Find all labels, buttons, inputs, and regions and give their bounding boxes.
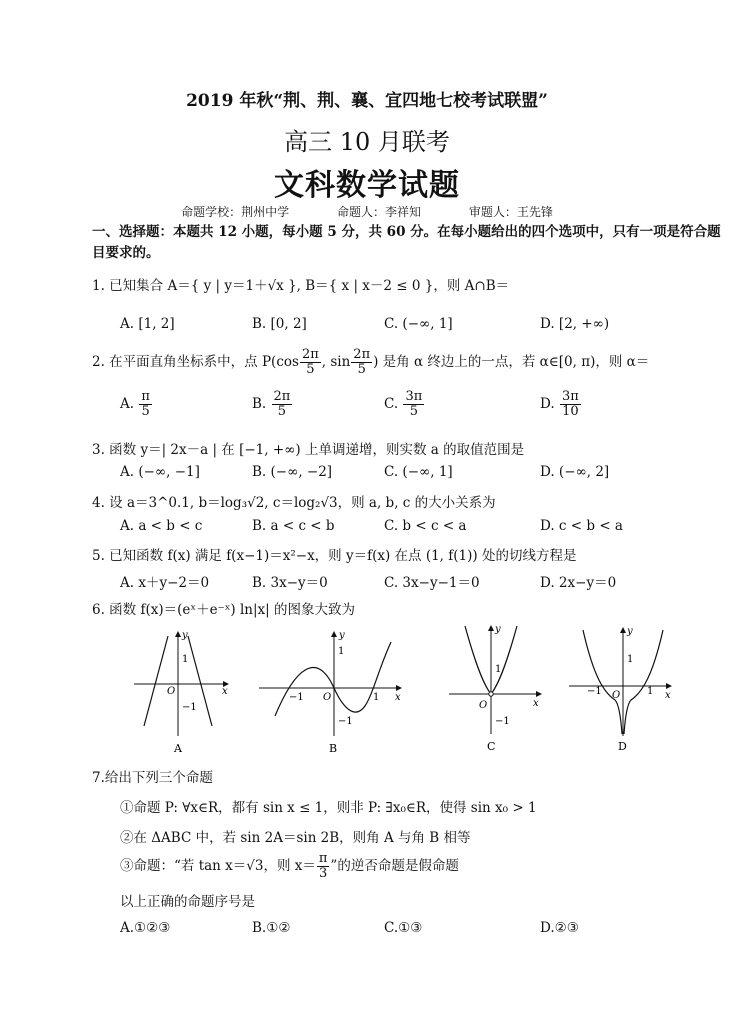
curve-left xyxy=(583,630,622,734)
q1-stem: 1. 已知集合 A＝{ y | y＝1＋√x }, B＝{ x | x－2 ≤ 0 }，则 A∩B＝ xyxy=(92,278,510,294)
q2-stem-part-b: , sin xyxy=(321,354,351,370)
q7-p3-part-a: ③命题：“若 tan x＝√3，则 x＝ xyxy=(120,858,316,874)
q5-option-c: C. 3x−y−1＝0 xyxy=(384,575,480,591)
q5-stem: 5. 已知函数 f(x) 满足 f(x−1)＝x²−x，则 y＝f(x) 在点 (1, f(1)) 处的切线方程是 xyxy=(92,548,577,564)
curve xyxy=(275,642,391,716)
q2-frac1-den: 5 xyxy=(306,362,315,377)
q2-frac2-den: 5 xyxy=(357,362,366,377)
tick-label-1: 1 xyxy=(495,664,502,675)
q7-proposition-3 xyxy=(120,852,459,881)
q2-option-a-label: A. xyxy=(120,396,135,412)
open-point xyxy=(489,692,493,696)
origin-label: O xyxy=(167,686,176,697)
q7-p3-den: 3 xyxy=(319,866,328,881)
q2-d-num: 3π xyxy=(561,389,579,404)
exam-session: 高三 10 月联考 xyxy=(284,128,450,156)
q2-option-c-label: C. xyxy=(384,396,399,412)
tick-label-neg1: −1 xyxy=(495,716,510,727)
q6-graph-d xyxy=(565,624,675,756)
x-axis-label: x xyxy=(395,692,401,703)
q7-option-a: A.①②③ xyxy=(120,920,171,936)
q6-graph-c xyxy=(445,622,545,756)
graph-label-d: D xyxy=(618,740,627,753)
q2-option-b-frac xyxy=(272,390,293,419)
tick-label-yneg1: −1 xyxy=(338,716,353,727)
q7-p3-fraction xyxy=(317,852,330,881)
q5-option-d: D. 2x−y＝0 xyxy=(540,575,617,591)
q4-option-a: A. a < b < c xyxy=(120,518,203,534)
q3-option-c: C. (−∞, 1] xyxy=(384,464,453,480)
q4-option-c: C. b < c < a xyxy=(384,518,467,534)
q3-stem: 3. 函数 y＝| 2x－a | 在 [−1, +∞) 上单调递增，则实数 a 的取值范围是 xyxy=(92,442,525,458)
q7-option-b: B.①② xyxy=(252,920,291,936)
q1-option-d: D. [2, +∞) xyxy=(540,316,610,332)
q7-stem: 7.给出下列三个命题 xyxy=(92,770,213,786)
q2-option-b-label: B. xyxy=(252,396,267,412)
q2-a-num: π xyxy=(141,389,150,404)
page-title: 文科数学试题 xyxy=(274,168,460,203)
q5-option-b: B. 3x−y＝0 xyxy=(252,575,328,591)
origin-label: O xyxy=(323,692,332,703)
q2-option-b xyxy=(252,390,293,419)
q2-b-num: 2π xyxy=(273,389,291,404)
q4-stem: 4. 设 a＝3^0.1, b＝log₃√2, c＝log₂√3，则 a, b, c 的大小关系为 xyxy=(92,495,496,511)
q4-option-d: D. c < b < a xyxy=(540,518,623,534)
q2-stem-part-c: ) 是角 α 终边上的一点，若 α∈[0, π)，则 α＝ xyxy=(373,354,650,370)
q7-p3-part-b: ”的逆否命题是假命题 xyxy=(330,858,459,874)
tick-label-1: 1 xyxy=(182,654,189,665)
y-axis-label: y xyxy=(339,630,345,641)
setter-name: 命题人：李祥知 xyxy=(336,205,421,219)
setter-school: 命题学校：荆州中学 xyxy=(181,205,290,219)
q1-option-c: C. (−∞, 1] xyxy=(384,316,453,332)
q3-option-b: B. (−∞, −2] xyxy=(252,464,333,480)
exam-meta xyxy=(0,203,734,220)
q2-b-den: 5 xyxy=(277,404,287,419)
q2-option-c-frac xyxy=(403,390,424,419)
q7-ask: 以上正确的命题序号是 xyxy=(120,894,255,910)
q6-graph-a xyxy=(130,628,230,756)
q2-stem-part-a: 2. 在平面直角坐标系中，点 P(cos xyxy=(92,354,299,370)
q5-option-a: A. x＋y−2＝0 xyxy=(120,575,210,591)
tick-label-y1: 1 xyxy=(338,646,345,657)
q2-c-num: 3π xyxy=(405,389,423,404)
q2-frac2-num: 2π xyxy=(353,347,371,362)
q7-p3-num: π xyxy=(318,851,328,866)
q4-option-b: B. a < c < b xyxy=(252,518,335,534)
q2-fraction-1 xyxy=(300,348,321,377)
q7-proposition-1: ①命题 P: ∀x∈R，都有 sin x ≤ 1，则非 P: ∃x₀∈R，使得 sin x₀ > 1 xyxy=(120,800,537,816)
exam-alliance-title: 2019 年秋“荆、荆、襄、宜四地七校考试联盟” xyxy=(186,91,548,111)
graph-label-c: C xyxy=(487,740,496,753)
q3-option-a: A. (−∞, −1] xyxy=(120,464,200,480)
origin-label: O xyxy=(612,690,621,701)
reviewer-name: 审题人：王先锋 xyxy=(468,205,553,219)
q2-option-d xyxy=(540,390,582,419)
x-axis-label: x xyxy=(665,690,671,701)
q7-option-d: D.②③ xyxy=(540,920,579,936)
q1-option-a: A. [1, 2] xyxy=(120,316,175,332)
y-axis-label: y xyxy=(182,630,188,641)
tick-label-neg1: −1 xyxy=(587,686,602,697)
graph-label-b: B xyxy=(329,742,338,755)
q2-d-den: 10 xyxy=(562,404,579,419)
section-instructions: 一、选择题：本题共 12 小题，每小题 5 分，共 60 分。在每小题给出的四个选项中，只有一项是符合题目要求的。 xyxy=(92,224,721,261)
q2-c-den: 5 xyxy=(409,404,418,419)
q2-option-a xyxy=(120,390,153,419)
q2-fraction-2 xyxy=(351,348,372,377)
tick-label-1: 1 xyxy=(647,686,654,697)
q1-option-b: B. [0, 2] xyxy=(252,316,307,332)
q7-proposition-2: ②在 ΔABC 中，若 sin 2A＝sin 2B，则角 A 与角 B 相等 xyxy=(120,830,471,846)
origin-label: O xyxy=(479,700,488,711)
q2-option-c xyxy=(384,390,425,419)
q7-option-c: C.①③ xyxy=(384,920,423,936)
y-axis-label: y xyxy=(495,624,501,635)
q2-option-d-label: D. xyxy=(540,396,555,412)
curve-left xyxy=(144,636,168,726)
x-axis-label: x xyxy=(533,698,539,709)
q2-option-d-frac xyxy=(560,390,581,419)
q2-frac1-num: 2π xyxy=(301,347,319,362)
tick-label-y1: 1 xyxy=(627,654,634,665)
y-axis-label: y xyxy=(627,626,633,637)
tick-label-1: 1 xyxy=(373,692,380,703)
curve-right xyxy=(624,630,663,734)
q6-graph-b xyxy=(255,628,405,756)
q6-stem: 6. 函数 f(x)＝(eˣ＋e⁻ˣ) ln|x| 的图象大致为 xyxy=(92,602,355,618)
tick-label-neg1: −1 xyxy=(182,702,197,713)
q2-a-den: 5 xyxy=(141,404,150,419)
x-axis-label: x xyxy=(222,686,228,697)
graph-label-a: A xyxy=(174,742,182,755)
q3-option-d: D. (−∞, 2] xyxy=(540,464,610,480)
tick-label-neg1: −1 xyxy=(289,692,304,703)
q2-stem xyxy=(92,348,649,377)
q2-option-a-frac xyxy=(139,390,152,419)
